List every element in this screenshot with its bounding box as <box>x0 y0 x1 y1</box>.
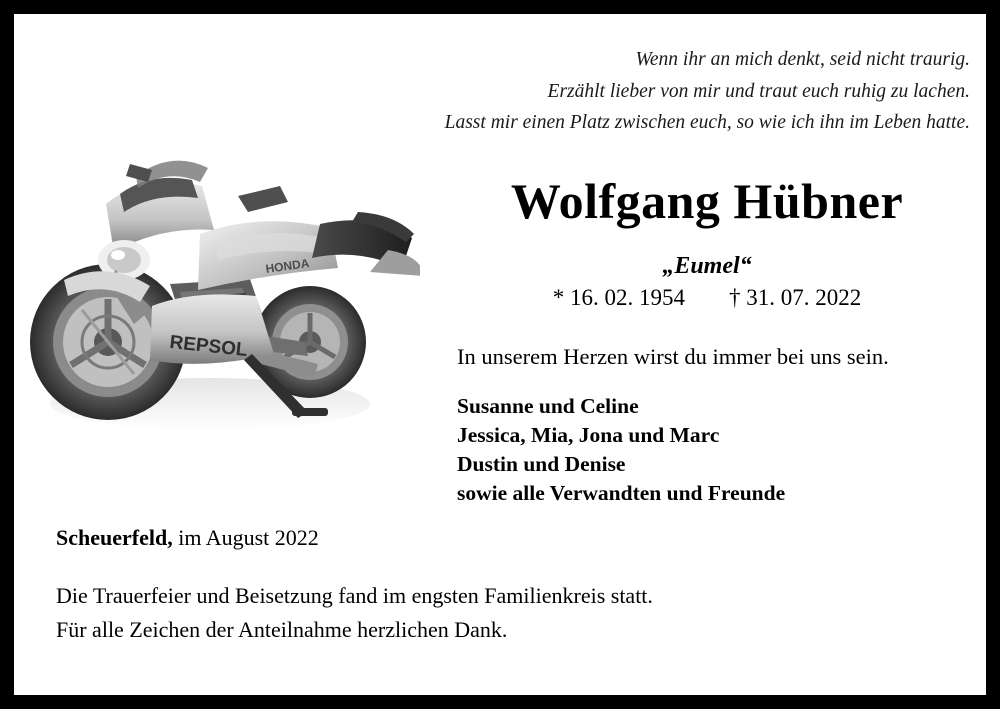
obituary-inner <box>14 14 986 695</box>
deceased-nickname: „Eumel“ <box>662 253 752 279</box>
verse <box>324 44 970 139</box>
funeral-notice-line-1: Die Trauerfeier und Beisetzung fand im engsten Familienkreis statt. <box>56 583 653 608</box>
verse-line-3: Lasst mir einen Platz zwischen euch, so wie ich ihn im Leben hatte. <box>444 112 970 134</box>
place-name: Scheuerfeld, <box>56 525 173 550</box>
motorcycle-brand-text: HONDA <box>264 256 311 277</box>
mourners-list <box>457 392 977 508</box>
funeral-notice <box>56 579 956 647</box>
mourner-line: sowie alle Verwandten und Freunde <box>457 481 786 506</box>
memorial-message: In unserem Herzen wirst du immer bei uns sein. <box>457 344 889 369</box>
place-date: im August 2022 <box>172 525 319 550</box>
life-dates <box>434 285 980 311</box>
mourner-line: Jessica, Mia, Jona und Marc <box>457 423 720 448</box>
birth-date: * 16. 02. 1954 <box>552 285 685 310</box>
mourner-line: Susanne und Celine <box>457 394 639 418</box>
verse-line-2: Erzählt lieber von mir und traut euch ruhig zu lachen. <box>547 80 970 102</box>
mourner-line: Dustin und Denise <box>457 452 626 477</box>
funeral-notice-line-2: Für alle Zeichen der Anteilnahme herzlichen Dank. <box>56 617 508 643</box>
place-and-date <box>56 525 319 551</box>
death-date: † 31. 07. 2022 <box>729 285 862 310</box>
verse-line-1: Wenn ihr an mich denkt, seid nicht traurig. <box>635 49 970 70</box>
deceased-name: Wolfgang Hübner <box>510 173 904 229</box>
fairing-sponsor-text: REPSOL <box>168 332 249 362</box>
